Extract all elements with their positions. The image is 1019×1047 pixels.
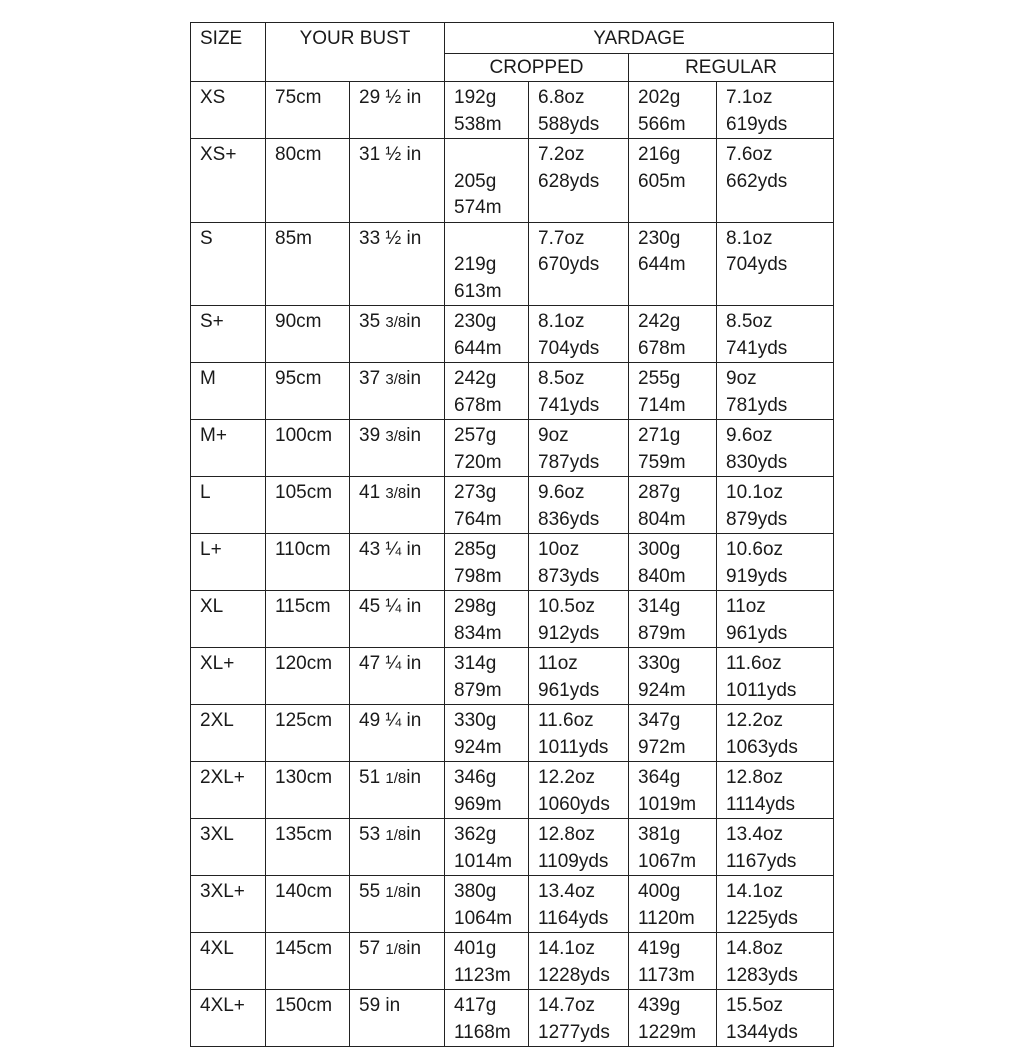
- regular-oz-cell: 12.8oz 1114yds: [717, 762, 834, 819]
- cropped-oz-cell: 13.4oz 1164yds: [529, 876, 629, 933]
- bust-cm-cell: 75cm: [266, 82, 350, 139]
- bust-cm-cell: 100cm: [266, 420, 350, 477]
- cropped-oz-cell: 14.1oz 1228yds: [529, 933, 629, 990]
- size-cell: 4XL+: [191, 990, 266, 1047]
- bust-cm-cell: 130cm: [266, 762, 350, 819]
- table-row: [191, 222, 834, 306]
- bust-cm-cell: 80cm: [266, 139, 350, 223]
- cropped-oz-cell: 8.1oz 704yds: [529, 306, 629, 363]
- size-cell: XL+: [191, 648, 266, 705]
- bust-in-cell: 41 3/8in: [350, 477, 445, 534]
- bust-in-cell: 55 1/8in: [350, 876, 445, 933]
- size-cell: 2XL: [191, 705, 266, 762]
- cropped-oz-cell: 11.6oz 1011yds: [529, 705, 629, 762]
- table-row: [191, 876, 834, 933]
- regular-oz-cell: 15.5oz 1344yds: [717, 990, 834, 1047]
- table-row: [191, 819, 834, 876]
- regular-oz-cell: 14.1oz 1225yds: [717, 876, 834, 933]
- regular-oz-cell: 14.8oz 1283yds: [717, 933, 834, 990]
- table-row: [191, 534, 834, 591]
- bust-in-cell: 37 3/8in: [350, 363, 445, 420]
- cropped-weight-cell: 230g 644m: [445, 306, 529, 363]
- regular-weight-cell: 216g 605m: [629, 139, 717, 223]
- cropped-weight-cell: 257g 720m: [445, 420, 529, 477]
- cropped-weight-cell: 219g 613m: [445, 222, 529, 306]
- bust-in-cell: 49 ¼ in: [350, 705, 445, 762]
- cropped-weight-cell: 242g 678m: [445, 363, 529, 420]
- regular-weight-cell: 271g 759m: [629, 420, 717, 477]
- header-cropped: CROPPED: [445, 53, 629, 82]
- bust-cm-cell: 145cm: [266, 933, 350, 990]
- cropped-oz-cell: 14.7oz 1277yds: [529, 990, 629, 1047]
- regular-weight-cell: 419g 1173m: [629, 933, 717, 990]
- size-cell: L: [191, 477, 266, 534]
- regular-weight-cell: 439g 1229m: [629, 990, 717, 1047]
- regular-weight-cell: 255g 714m: [629, 363, 717, 420]
- cropped-weight-cell: 346g 969m: [445, 762, 529, 819]
- table-row: [191, 705, 834, 762]
- bust-cm-cell: 85m: [266, 222, 350, 306]
- cropped-weight-cell: 285g 798m: [445, 534, 529, 591]
- cropped-weight-cell: 273g 764m: [445, 477, 529, 534]
- cropped-oz-cell: 6.8oz 588yds: [529, 82, 629, 139]
- cropped-oz-cell: 7.2oz 628yds: [529, 139, 629, 223]
- bust-cm-cell: 95cm: [266, 363, 350, 420]
- regular-oz-cell: 10.6oz 919yds: [717, 534, 834, 591]
- bust-in-cell: 29 ½ in: [350, 82, 445, 139]
- regular-oz-cell: 7.6oz 662yds: [717, 139, 834, 223]
- size-cell: S+: [191, 306, 266, 363]
- bust-cm-cell: 125cm: [266, 705, 350, 762]
- bust-in-cell: 57 1/8in: [350, 933, 445, 990]
- cropped-oz-cell: 9.6oz 836yds: [529, 477, 629, 534]
- cropped-weight-cell: 192g 538m: [445, 82, 529, 139]
- table-row: [191, 477, 834, 534]
- header-yardage: YARDAGE: [445, 23, 834, 54]
- regular-weight-cell: 400g 1120m: [629, 876, 717, 933]
- regular-weight-cell: 381g 1067m: [629, 819, 717, 876]
- regular-weight-cell: 330g 924m: [629, 648, 717, 705]
- regular-oz-cell: 11.6oz 1011yds: [717, 648, 834, 705]
- size-cell: L+: [191, 534, 266, 591]
- regular-weight-cell: 230g 644m: [629, 222, 717, 306]
- regular-oz-cell: 9oz 781yds: [717, 363, 834, 420]
- regular-oz-cell: 7.1oz 619yds: [717, 82, 834, 139]
- bust-in-cell: 43 ¼ in: [350, 534, 445, 591]
- bust-in-cell: 59 in: [350, 990, 445, 1047]
- table-row: [191, 933, 834, 990]
- header-bust: YOUR BUST: [266, 23, 445, 82]
- regular-oz-cell: 9.6oz 830yds: [717, 420, 834, 477]
- table-row: [191, 363, 834, 420]
- bust-cm-cell: 135cm: [266, 819, 350, 876]
- regular-weight-cell: 242g 678m: [629, 306, 717, 363]
- regular-weight-cell: 202g 566m: [629, 82, 717, 139]
- cropped-oz-cell: 12.8oz 1109yds: [529, 819, 629, 876]
- regular-oz-cell: 12.2oz 1063yds: [717, 705, 834, 762]
- bust-cm-cell: 105cm: [266, 477, 350, 534]
- bust-in-cell: 33 ½ in: [350, 222, 445, 306]
- cropped-weight-cell: 401g 1123m: [445, 933, 529, 990]
- regular-oz-cell: 10.1oz 879yds: [717, 477, 834, 534]
- regular-weight-cell: 287g 804m: [629, 477, 717, 534]
- table-row: [191, 762, 834, 819]
- bust-in-cell: 35 3/8in: [350, 306, 445, 363]
- cropped-weight-cell: 298g 834m: [445, 591, 529, 648]
- cropped-weight-cell: 417g 1168m: [445, 990, 529, 1047]
- regular-oz-cell: 11oz 961yds: [717, 591, 834, 648]
- size-cell: 4XL: [191, 933, 266, 990]
- size-cell: S: [191, 222, 266, 306]
- regular-oz-cell: 8.5oz 741yds: [717, 306, 834, 363]
- cropped-oz-cell: 12.2oz 1060yds: [529, 762, 629, 819]
- size-cell: XL: [191, 591, 266, 648]
- cropped-oz-cell: 10.5oz 912yds: [529, 591, 629, 648]
- header-regular: REGULAR: [629, 53, 834, 82]
- table-row: [191, 648, 834, 705]
- cropped-oz-cell: 10oz 873yds: [529, 534, 629, 591]
- regular-oz-cell: 8.1oz 704yds: [717, 222, 834, 306]
- cropped-weight-cell: 314g 879m: [445, 648, 529, 705]
- size-cell: M: [191, 363, 266, 420]
- bust-cm-cell: 90cm: [266, 306, 350, 363]
- regular-weight-cell: 347g 972m: [629, 705, 717, 762]
- size-cell: M+: [191, 420, 266, 477]
- cropped-weight-cell: 380g 1064m: [445, 876, 529, 933]
- bust-in-cell: 45 ¼ in: [350, 591, 445, 648]
- size-cell: 3XL: [191, 819, 266, 876]
- yardage-table: [190, 22, 834, 1047]
- size-cell: XS+: [191, 139, 266, 223]
- regular-weight-cell: 314g 879m: [629, 591, 717, 648]
- cropped-weight-cell: 362g 1014m: [445, 819, 529, 876]
- bust-cm-cell: 150cm: [266, 990, 350, 1047]
- table-row: [191, 139, 834, 223]
- cropped-weight-cell: 205g 574m: [445, 139, 529, 223]
- table-row: [191, 420, 834, 477]
- size-cell: 2XL+: [191, 762, 266, 819]
- bust-in-cell: 47 ¼ in: [350, 648, 445, 705]
- cropped-weight-cell: 330g 924m: [445, 705, 529, 762]
- regular-weight-cell: 300g 840m: [629, 534, 717, 591]
- cropped-oz-cell: 8.5oz 741yds: [529, 363, 629, 420]
- table-row: [191, 990, 834, 1047]
- regular-oz-cell: 13.4oz 1167yds: [717, 819, 834, 876]
- table-row: [191, 306, 834, 363]
- bust-in-cell: 51 1/8in: [350, 762, 445, 819]
- size-cell: 3XL+: [191, 876, 266, 933]
- size-cell: XS: [191, 82, 266, 139]
- cropped-oz-cell: 9oz 787yds: [529, 420, 629, 477]
- table-row: [191, 591, 834, 648]
- bust-cm-cell: 140cm: [266, 876, 350, 933]
- bust-in-cell: 31 ½ in: [350, 139, 445, 223]
- table-row: [191, 82, 834, 139]
- bust-cm-cell: 120cm: [266, 648, 350, 705]
- header-size: SIZE: [191, 23, 266, 82]
- cropped-oz-cell: 7.7oz 670yds: [529, 222, 629, 306]
- cropped-oz-cell: 11oz 961yds: [529, 648, 629, 705]
- bust-cm-cell: 110cm: [266, 534, 350, 591]
- bust-cm-cell: 115cm: [266, 591, 350, 648]
- bust-in-cell: 53 1/8in: [350, 819, 445, 876]
- bust-in-cell: 39 3/8in: [350, 420, 445, 477]
- regular-weight-cell: 364g 1019m: [629, 762, 717, 819]
